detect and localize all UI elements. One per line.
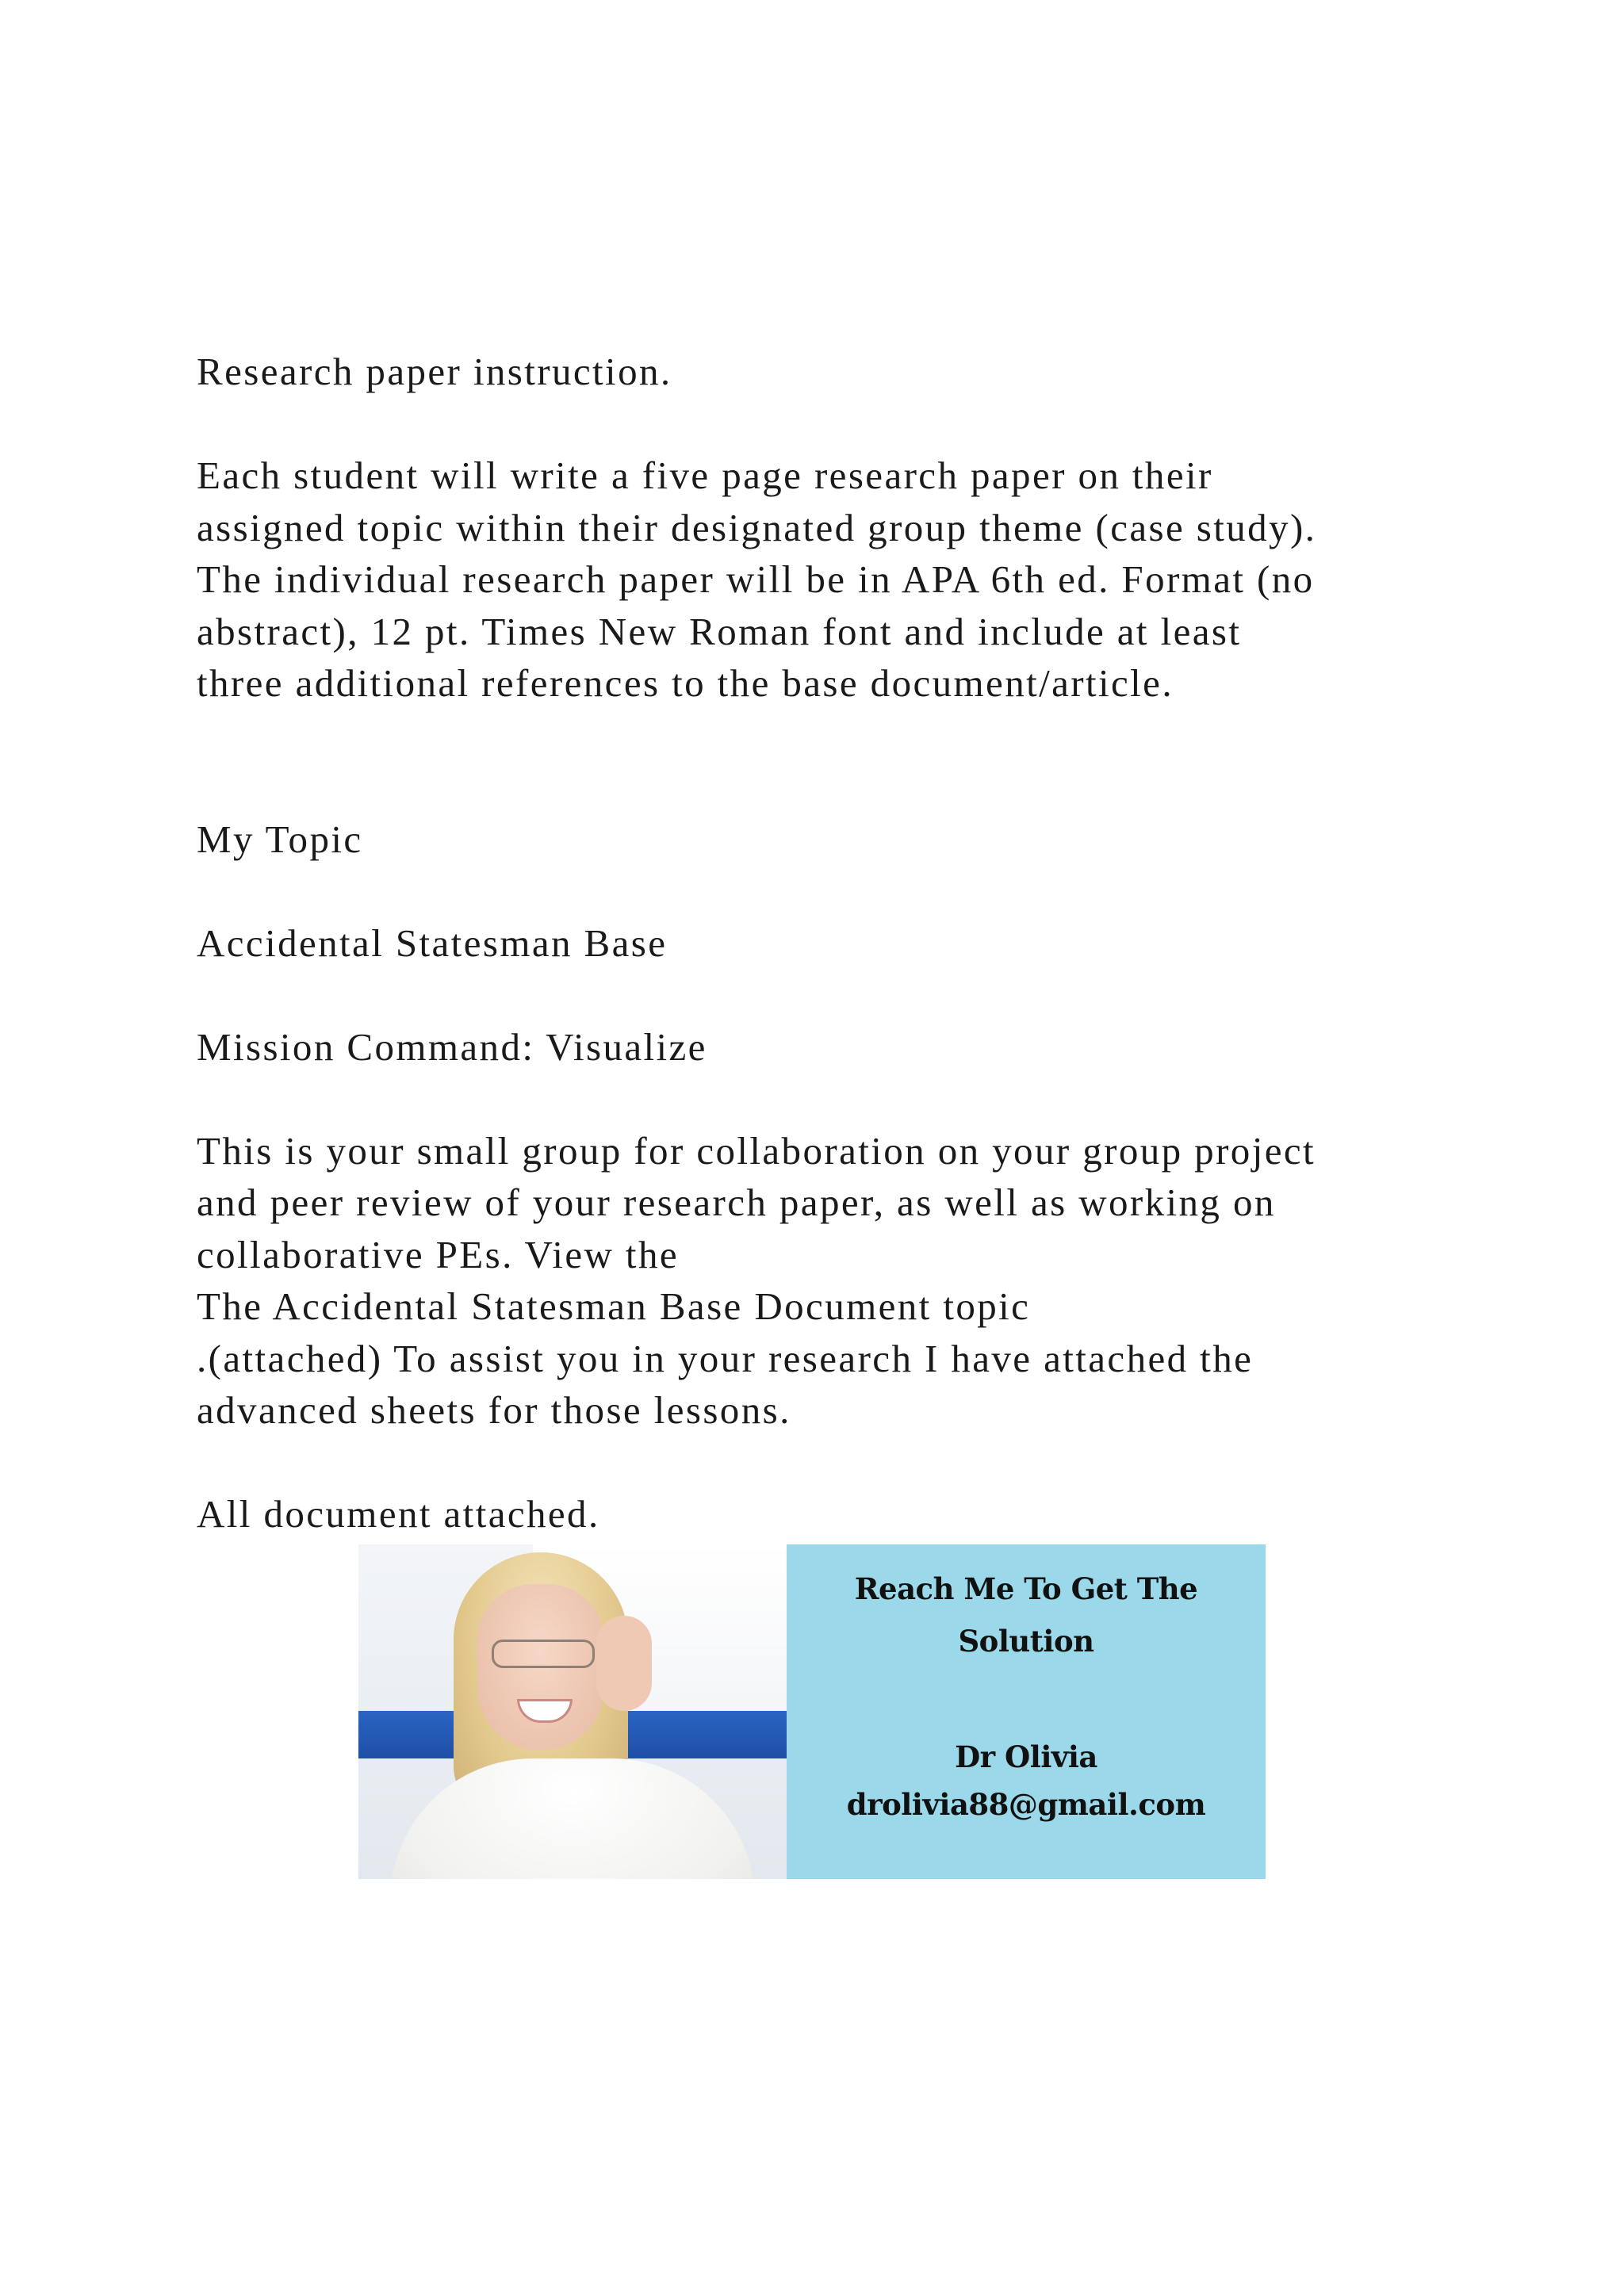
paragraph-group-info: This is your small group for collaboration on your group project and peer review of your research paper, as well as working on collaborative PEs. View the The Accidental Statesman Base Document topic .(attached) To assist you in your research I have attached the advanced sheets for those lessons. [197, 1128, 1316, 1432]
topic-title: Accidental Statesman Base [197, 920, 668, 965]
banner-contact-name: Dr Olivia [955, 1739, 1097, 1774]
document-body [197, 346, 1497, 1540]
contact-banner [358, 1544, 1266, 1879]
paragraph-instructions: Each student will write a five page research paper on their assigned topic within their designated group theme (case study). The individual research paper will be in APA 6th ed. Format (no abstract), 12 pt. Times New Roman font and include at least three additional references to the base document/article. [197, 453, 1317, 705]
heading-research-instruction: Research paper instruction. [197, 350, 672, 393]
mission-command: Mission Command: Visualize [197, 1024, 707, 1069]
attachment-note: All document attached. [197, 1492, 600, 1536]
banner-contact-info [787, 1544, 1266, 1879]
banner-contact-email[interactable]: drolivia88@gmail.com [846, 1787, 1206, 1822]
my-topic-label: My Topic [197, 817, 363, 861]
glasses-icon [492, 1640, 595, 1668]
banner-photo [358, 1544, 787, 1879]
banner-line-solution: Solution [958, 1624, 1094, 1659]
banner-line-reach: Reach Me To Get The [854, 1571, 1198, 1606]
